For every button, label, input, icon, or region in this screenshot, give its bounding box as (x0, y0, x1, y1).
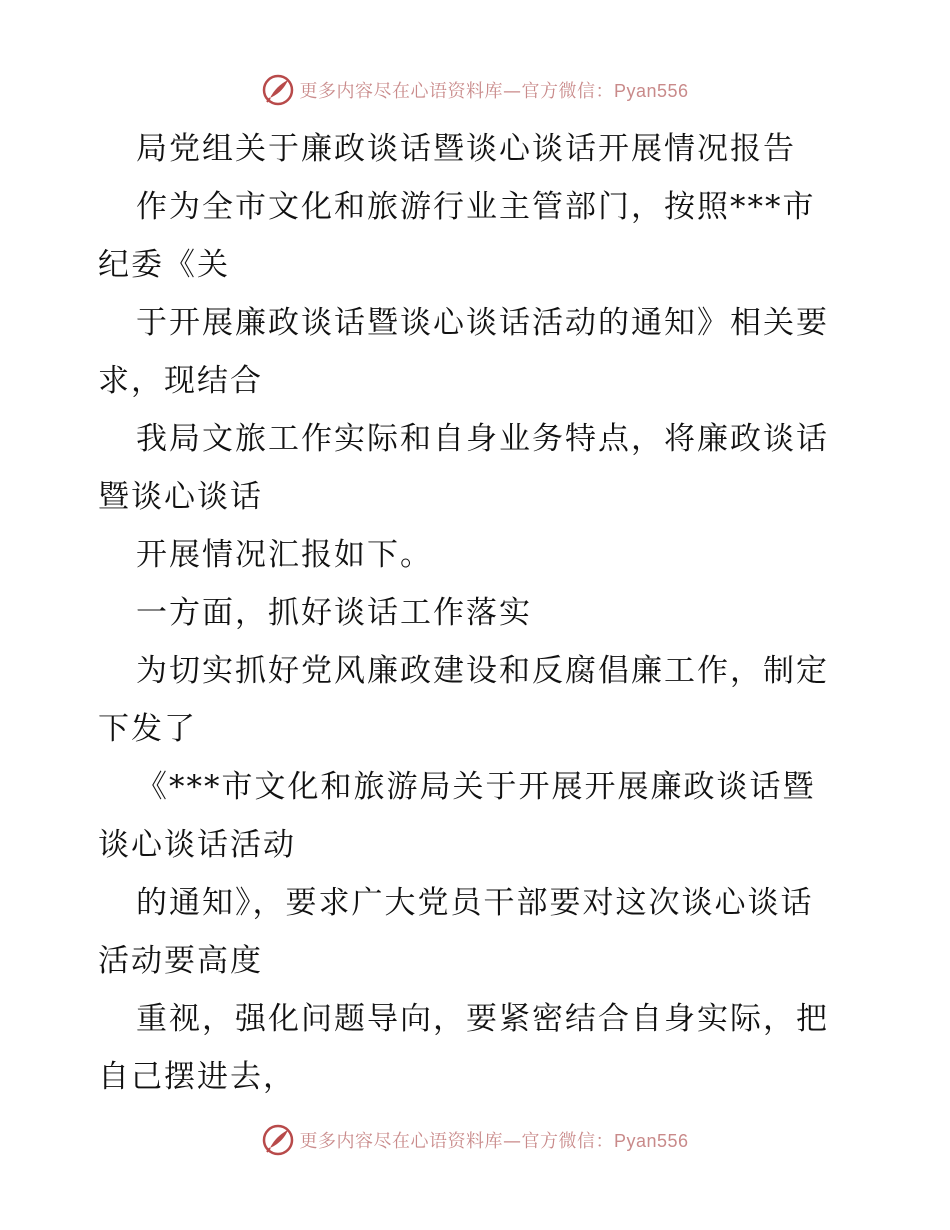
footer-watermark (0, 1120, 950, 1160)
document-title: 局党组关于廉政谈话暨谈心谈话开展情况报告 (136, 131, 796, 167)
text-line: 开展情况汇报如下。 (136, 537, 433, 573)
section-heading: 一方面，抓好谈话工作落实 (136, 595, 532, 631)
text-line: 纪委《关 (98, 247, 230, 283)
document-body (98, 120, 858, 1106)
text-line: 我局文旅工作实际和自身业务特点，将廉政谈话 (136, 421, 829, 457)
text-line: 《***市文化和旅游局关于开展开展廉政谈话暨 (136, 769, 816, 805)
text-line: 自己摆进去， (98, 1059, 296, 1095)
watermark-text: 更多内容尽在心语资料库—官方微信：Pyan556 (299, 81, 689, 102)
wechat-id: Pyan556 (613, 81, 689, 101)
text-line: 活动要高度 (98, 943, 263, 979)
feather-pen-icon (261, 73, 295, 107)
text-line: 于开展廉政谈话暨谈心谈话活动的通知》相关要 (136, 305, 829, 341)
text-line: 谈心谈话活动 (98, 827, 296, 863)
header-watermark (0, 70, 950, 110)
text-line: 暨谈心谈话 (98, 479, 263, 515)
text-line: 为切实抓好党风廉政建设和反腐倡廉工作，制定 (136, 653, 829, 689)
wechat-id: Pyan556 (613, 1131, 689, 1151)
text-line: 作为全市文化和旅游行业主管部门，按照***市 (136, 189, 816, 225)
feather-pen-icon (261, 1123, 295, 1157)
text-line: 的通知》，要求广大党员干部要对这次谈心谈话 (136, 885, 814, 921)
watermark-text: 更多内容尽在心语资料库—官方微信：Pyan556 (299, 1131, 689, 1152)
text-line: 求，现结合 (98, 363, 263, 399)
text-line: 重视，强化问题导向，要紧密结合自身实际，把 (136, 1001, 829, 1037)
text-line: 下发了 (98, 711, 197, 747)
